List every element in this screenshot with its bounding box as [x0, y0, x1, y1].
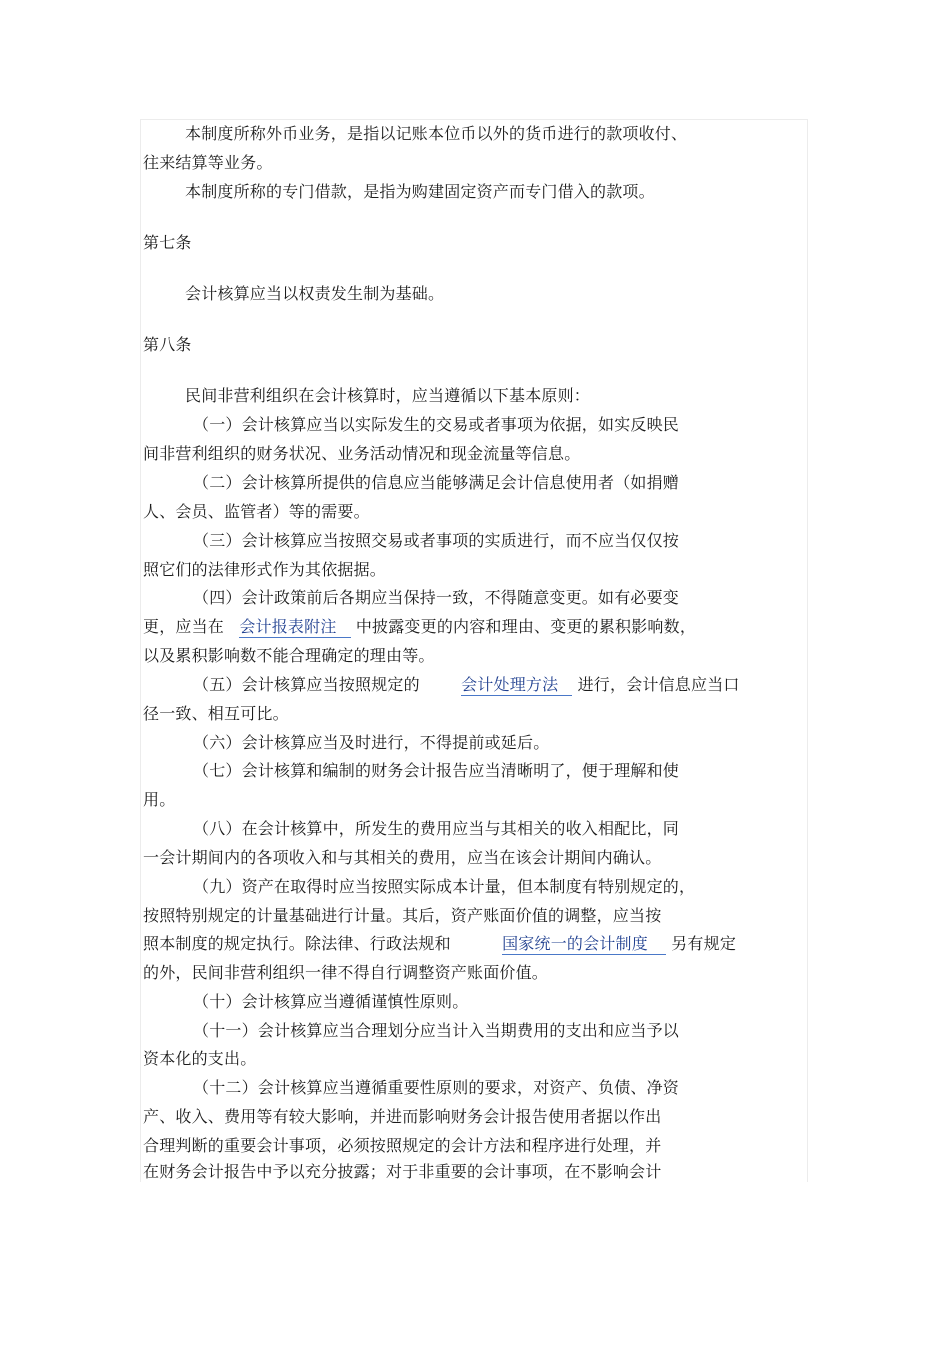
paragraph-line: 在财务会计报告中予以充分披露；对于非重要的会计事项，在不影响会计 [143, 1162, 662, 1181]
paragraph-line: （四）会计政策前后各期应当保持一致，不得随意变更。如有必要变 [193, 588, 680, 607]
paragraph-line: （三）会计核算应当按照交易或者事项的实质进行，而不应当仅仅按 [193, 531, 680, 550]
article-heading: 第七条 [143, 233, 192, 252]
text-segment: 更，应当在 [143, 617, 225, 636]
text-segment: （五）会计核算应当按照规定的 [193, 675, 420, 694]
link-unified-accounting-system[interactable]: 国家统一的会计制度 [502, 934, 666, 955]
paragraph-line: （六）会计核算应当及时进行，不得提前或延后。 [193, 733, 550, 752]
paragraph-line: （七）会计核算和编制的财务会计报告应当清晰明了，便于理解和使 [193, 761, 680, 780]
paragraph-line: 资本化的支出。 [143, 1049, 257, 1068]
link-accounting-method[interactable]: 会计处理方法 [461, 675, 572, 696]
paragraph-line: 人、会员、监管者）等的需要。 [143, 502, 370, 521]
paragraph-line: 的外，民间非营利组织一律不得自行调整资产账面价值。 [143, 963, 549, 982]
paragraph-line: （十二）会计核算应当遵循重要性原则的要求，对资产、负债、净资 [193, 1078, 680, 1097]
paragraph-line [143, 617, 696, 637]
link-report-notes[interactable]: 会计报表附注 [239, 617, 350, 638]
paragraph-line: （十一）会计核算应当合理划分应当计入当期费用的支出和应当予以 [193, 1021, 680, 1040]
paragraph-line: 间非营利组织的财务状况、业务活动情况和现金流量等信息。 [143, 444, 581, 463]
paragraph-line: 民间非营利组织在会计核算时，应当遵循以下基本原则： [185, 386, 591, 405]
article-heading: 第八条 [143, 335, 192, 354]
paragraph-line [193, 675, 740, 695]
paragraph-line: 一会计期间内的各项收入和与其相关的费用，应当在该会计期间内确认。 [143, 848, 662, 867]
paragraph-line: （八）在会计核算中，所发生的费用应当与其相关的收入相配比，同 [193, 819, 680, 838]
paragraph-line: 本制度所称外币业务，是指以记账本位币以外的货币进行的款项收付、 [185, 124, 688, 143]
paragraph-line: 用。 [143, 790, 176, 809]
paragraph-line: 照它们的法律形式作为其依据据。 [143, 560, 387, 579]
text-segment: 进行，会计信息应当口 [577, 675, 740, 694]
paragraph-line: 产、收入、费用等有较大影响，并进而影响财务会计报告使用者据以作出 [143, 1107, 662, 1126]
paragraph-line: 径一致、相互可比。 [143, 704, 289, 723]
paragraph-line [143, 934, 736, 954]
paragraph-line: 本制度所称的专门借款，是指为购建固定资产而专门借入的款项。 [185, 182, 655, 201]
text-segment: 照本制度的规定执行。除法律、行政法规和 [143, 934, 451, 953]
paragraph-line: 会计核算应当以权责发生制为基础。 [185, 284, 445, 303]
paragraph-line: （一）会计核算应当以实际发生的交易或者事项为依据，如实反映民 [193, 415, 680, 434]
text-segment: 另有规定 [671, 934, 737, 953]
paragraph-line: 按照特别规定的计量基础进行计量。其后，资产账面价值的调整，应当按 [143, 906, 662, 925]
paragraph-line: 合理判断的重要会计事项，必须按照规定的会计方法和程序进行处理，并 [143, 1136, 662, 1155]
paragraph-line: 以及累积影响数不能合理确定的理由等。 [143, 646, 435, 665]
paragraph-line: （二）会计核算所提供的信息应当能够满足会计信息使用者（如捐赠 [193, 473, 680, 492]
paragraph-line: （十）会计核算应当遵循谨慎性原则。 [193, 992, 469, 1011]
paragraph-line: （九）资产在取得时应当按照实际成本计量，但本制度有特别规定的， [193, 877, 696, 896]
paragraph-line: 往来结算等业务。 [143, 153, 273, 172]
text-segment: 中披露变更的内容和理由、变更的累积影响数， [355, 617, 697, 636]
